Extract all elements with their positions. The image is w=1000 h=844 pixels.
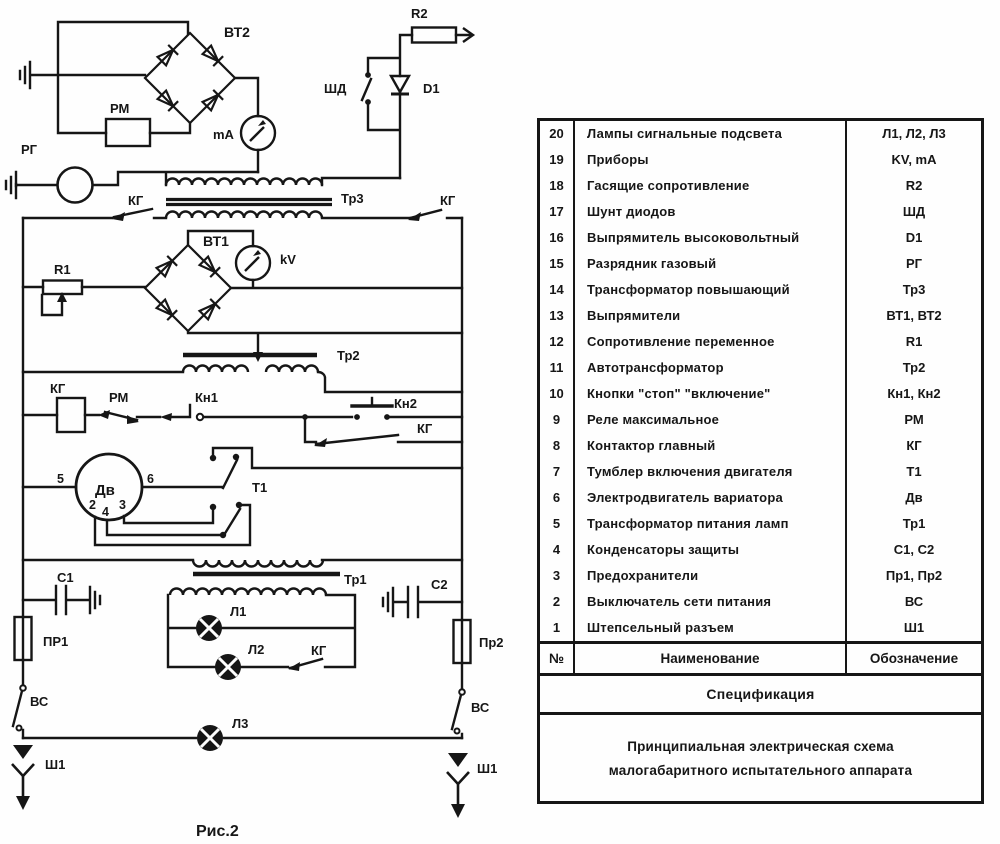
label-d1: D1 — [423, 81, 440, 96]
row-name: Автотрансформатор — [587, 360, 724, 375]
row-designation: Пр1, Пр2 — [845, 563, 981, 589]
row-name: Приборы — [587, 152, 649, 167]
row-number: 3 — [540, 563, 575, 589]
row-designation: R2 — [845, 173, 981, 199]
label-pr1: ПР1 — [43, 634, 69, 649]
specification-table — [537, 118, 984, 804]
row-number: 8 — [540, 433, 575, 459]
row-name: Лампы сигнальные подсвета — [587, 126, 783, 141]
label-rg: РГ — [21, 142, 38, 157]
row-number: 5 — [540, 511, 575, 537]
label-kv: kV — [280, 252, 296, 267]
resistor-r1 — [43, 281, 82, 295]
relay-rm-box — [106, 119, 150, 146]
discharger-rg — [58, 168, 93, 203]
label-terminal-3: 3 — [119, 498, 126, 512]
label-t1: Т1 — [252, 480, 268, 495]
label-kg-lamp: КГ — [311, 643, 327, 658]
header-designation: Обозначение — [845, 644, 981, 673]
label-bt2: ВТ2 — [224, 24, 250, 40]
resistor-r2 — [412, 28, 456, 43]
row-number: 15 — [540, 251, 575, 277]
row-number: 14 — [540, 277, 575, 303]
label-r2: R2 — [411, 6, 428, 21]
row-number: 9 — [540, 407, 575, 433]
label-sh1-left: Ш1 — [45, 757, 66, 772]
label-terminal-6: 6 — [147, 472, 154, 486]
row-name: Предохранители — [587, 568, 699, 583]
row-name: Трансформатор питания ламп — [587, 516, 789, 531]
table-row — [540, 303, 981, 329]
row-name: Выпрямители — [587, 308, 681, 323]
label-kg-top-left: КГ — [128, 193, 144, 208]
label-c1: С1 — [57, 570, 74, 585]
connector-sh1-left — [12, 745, 34, 810]
label-kn1: Кн1 — [195, 390, 219, 405]
row-number: 16 — [540, 225, 575, 251]
label-vs-left: ВС — [30, 694, 49, 709]
schematic-labels — [21, 6, 504, 840]
row-number: 20 — [540, 121, 575, 147]
meter-kv — [236, 246, 270, 280]
table-row — [540, 277, 981, 303]
row-number: 18 — [540, 173, 575, 199]
table-row — [540, 563, 981, 589]
label-dv: Дв — [95, 482, 115, 499]
row-name: Разрядник газовый — [587, 256, 717, 271]
label-vs-right: ВС — [471, 700, 490, 715]
row-number: 4 — [540, 537, 575, 563]
table-row — [540, 589, 981, 615]
label-c2: С2 — [431, 577, 448, 592]
table-row — [540, 173, 981, 199]
table-row — [540, 121, 981, 147]
table-row — [540, 199, 981, 225]
row-designation: КГ — [845, 433, 981, 459]
transformer-tr3 — [166, 179, 332, 218]
row-designation: Ш1 — [845, 615, 981, 641]
table-row — [540, 615, 981, 641]
row-designation: Т1 — [845, 459, 981, 485]
table-row — [540, 511, 981, 537]
row-number: 19 — [540, 147, 575, 173]
header-name: Наименование — [660, 651, 760, 666]
row-name: Электродвигатель вариатора — [587, 490, 783, 505]
table-row — [540, 251, 981, 277]
row-name: Реле максимальное — [587, 412, 720, 427]
label-r1: R1 — [54, 262, 71, 277]
table-row — [540, 459, 981, 485]
title-block — [540, 712, 981, 801]
row-name: Выключатель сети питания — [587, 594, 772, 609]
label-l3: Л3 — [232, 716, 249, 731]
row-designation: Тр3 — [845, 277, 981, 303]
label-terminal-4: 4 — [102, 505, 109, 519]
row-designation: D1 — [845, 225, 981, 251]
row-designation: Тр2 — [845, 355, 981, 381]
row-name: Кнопки "стоп" "включение" — [587, 386, 771, 401]
label-l1: Л1 — [230, 604, 247, 619]
label-kn2: Кн2 — [394, 396, 418, 411]
wires — [6, 22, 470, 738]
label-rm-top: РМ — [110, 101, 130, 116]
row-name: Гасящие сопротивление — [587, 178, 750, 193]
table-row — [540, 147, 981, 173]
row-designation: R1 — [845, 329, 981, 355]
title-line-2: малогабаритного испытательного аппарата — [608, 762, 913, 778]
label-kg-coil: КГ — [50, 381, 66, 396]
header-number: № — [540, 644, 575, 673]
row-name: Контактор главный — [587, 438, 716, 453]
connector-sh1-right — [447, 753, 469, 818]
row-number: 13 — [540, 303, 575, 329]
label-tr2: Тр2 — [337, 348, 360, 363]
component-boxes — [15, 28, 471, 664]
spec-header-row — [540, 641, 981, 673]
row-designation: ШД — [845, 199, 981, 225]
table-row — [540, 225, 981, 251]
label-shd: ШД — [324, 81, 347, 96]
row-number: 10 — [540, 381, 575, 407]
row-number: 11 — [540, 355, 575, 381]
meter-ma — [241, 116, 275, 150]
label-sh1-right: Ш1 — [477, 761, 498, 776]
label-kg-top-right: КГ — [440, 193, 456, 208]
table-row — [540, 355, 981, 381]
label-l2: Л2 — [248, 642, 265, 657]
row-designation: С1, С2 — [845, 537, 981, 563]
row-number: 2 — [540, 589, 575, 615]
contactor-kg-coil — [57, 398, 85, 432]
label-tr1: Тр1 — [344, 572, 367, 587]
diode-d1 — [391, 76, 409, 94]
table-row — [540, 537, 981, 563]
label-terminal-5: 5 — [57, 472, 64, 486]
title-line-1: Принципиальная электрическая схема — [627, 738, 894, 754]
row-name: Трансформатор повышающий — [587, 282, 790, 297]
lamp-l3 — [197, 725, 223, 751]
label-kg-contact: КГ — [417, 421, 433, 436]
label-ma: mA — [213, 127, 234, 142]
table-row — [540, 381, 981, 407]
row-name: Шунт диодов — [587, 204, 676, 219]
table-row — [540, 485, 981, 511]
transformer-tr1 — [170, 560, 340, 595]
table-row — [540, 329, 981, 355]
row-name: Выпрямитель высоковольтный — [587, 230, 800, 245]
row-designation: ВТ1, ВТ2 — [845, 303, 981, 329]
lamp-l1 — [196, 615, 222, 641]
table-row — [540, 407, 981, 433]
figure-caption: Рис.2 — [196, 823, 239, 840]
spec-rows — [540, 121, 981, 641]
row-designation: РГ — [845, 251, 981, 277]
row-designation: Дв — [845, 485, 981, 511]
row-number: 1 — [540, 615, 575, 641]
label-tr3: Тр3 — [341, 191, 364, 206]
label-rm-contact: РМ — [109, 390, 129, 405]
row-designation: KV, mA — [845, 147, 981, 173]
arrow-heads — [57, 212, 421, 671]
row-number: 7 — [540, 459, 575, 485]
row-designation: Л1, Л2, Л3 — [845, 121, 981, 147]
autotransformer-tr2 — [183, 355, 318, 372]
table-row — [540, 433, 981, 459]
row-designation: Тр1 — [845, 511, 981, 537]
lamp-l2 — [215, 654, 241, 680]
row-designation: ВС — [845, 589, 981, 615]
row-number: 12 — [540, 329, 575, 355]
spec-section-title: Спецификация — [540, 673, 981, 712]
row-name: Штепсельный разъем — [587, 620, 734, 635]
row-number: 6 — [540, 485, 575, 511]
label-pr2: Пр2 — [479, 635, 504, 650]
label-bt1: ВТ1 — [203, 233, 229, 249]
row-name: Конденсаторы защиты — [587, 542, 740, 557]
row-number: 17 — [540, 199, 575, 225]
row-name: Тумблер включения двигателя — [587, 464, 793, 479]
bridge-rectifier-bt2 — [145, 33, 235, 123]
label-terminal-2: 2 — [89, 498, 96, 512]
row-designation: РМ — [845, 407, 981, 433]
row-name: Сопротивление переменное — [587, 334, 775, 349]
row-designation: Кн1, Кн2 — [845, 381, 981, 407]
bridge-rectifier-bt1 — [145, 245, 231, 331]
